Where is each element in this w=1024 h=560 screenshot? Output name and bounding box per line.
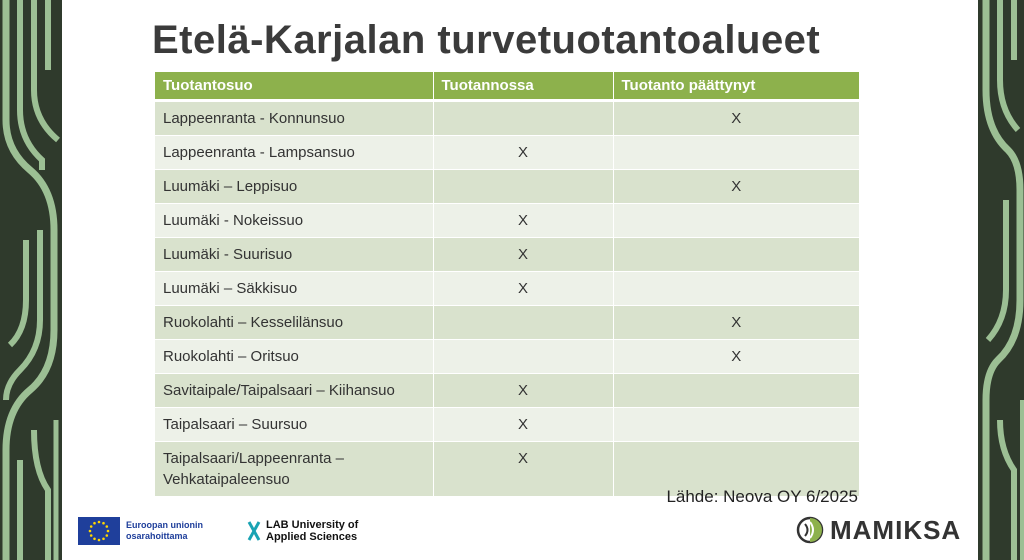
production-ended-cell: X [613, 306, 859, 340]
column-header-production-ended: Tuotanto päättynyt [613, 72, 859, 101]
left-stripe-pattern [0, 0, 62, 560]
table-row [155, 204, 859, 238]
site-name-cell: Lappeenranta - Lampsansuo [155, 136, 433, 170]
production-ended-cell: X [613, 340, 859, 374]
mamiksa-logo [796, 513, 961, 547]
lab-logo-line-1: LAB University of [266, 519, 359, 531]
site-name-cell: Taipalsaari/Lappeenranta – Vehkataipaleensuo [155, 442, 433, 497]
table-row [155, 340, 859, 374]
mamiksa-logo-icon [796, 516, 824, 544]
in-production-cell [433, 340, 613, 374]
column-header-in-production: Tuotannossa [433, 72, 613, 101]
in-production-cell [433, 101, 613, 136]
table-row [155, 374, 859, 408]
column-header-site: Tuotantosuo [155, 72, 433, 101]
lab-logo-line-2: Applied Sciences [266, 531, 358, 543]
eu-flag-icon [78, 517, 120, 545]
table-header-row [155, 72, 859, 101]
eu-logo-line-1: Euroopan unionin [126, 520, 203, 530]
eu-cofunding-logo [78, 516, 203, 546]
table-row [155, 136, 859, 170]
eu-logo-text [126, 520, 203, 542]
right-decoration [978, 0, 1024, 560]
table-row [155, 306, 859, 340]
site-name-cell: Luumäki – Leppisuo [155, 170, 433, 204]
production-ended-cell [613, 204, 859, 238]
slide-title: Etelä-Karjalan turvetuotantoalueet [152, 18, 821, 62]
in-production-cell: X [433, 238, 613, 272]
left-decoration [0, 0, 62, 560]
in-production-cell: X [433, 374, 613, 408]
right-stripe-pattern [978, 0, 1024, 560]
production-ended-cell: X [613, 101, 859, 136]
peat-production-table [155, 72, 859, 497]
production-ended-cell: X [613, 170, 859, 204]
source-note: Lähde: Neova OY 6/2025 [666, 487, 858, 506]
in-production-cell: X [433, 408, 613, 442]
table-row [155, 272, 859, 306]
mamiksa-logo-text: MAMIKSA [830, 514, 962, 545]
table-row [155, 408, 859, 442]
in-production-cell [433, 306, 613, 340]
site-name-cell: Luumäki - Suurisuo [155, 238, 433, 272]
production-ended-cell [613, 374, 859, 408]
lab-logo-text [266, 519, 358, 543]
table-row [155, 170, 859, 204]
site-name-cell: Luumäki – Säkkisuo [155, 272, 433, 306]
site-name-cell: Ruokolahti – Oritsuo [155, 340, 433, 374]
in-production-cell: X [433, 204, 613, 238]
site-name-cell: Taipalsaari – Suursuo [155, 408, 433, 442]
lab-university-logo [246, 516, 358, 546]
in-production-cell [433, 170, 613, 204]
in-production-cell: X [433, 272, 613, 306]
in-production-cell: X [433, 136, 613, 170]
eu-logo-line-2: osarahoittama [126, 531, 188, 541]
site-name-cell: Luumäki - Nokeissuo [155, 204, 433, 238]
production-ended-cell [613, 408, 859, 442]
table-row [155, 238, 859, 272]
site-name-cell: Lappeenranta - Konnunsuo [155, 101, 433, 136]
lab-logo-icon [246, 520, 262, 542]
site-name-cell: Ruokolahti – Kesselilänsuo [155, 306, 433, 340]
site-name-cell: Savitaipale/Taipalsaari – Kiihansuo [155, 374, 433, 408]
table-row [155, 101, 859, 136]
production-ended-cell [613, 238, 859, 272]
production-ended-cell [613, 136, 859, 170]
production-ended-cell [613, 272, 859, 306]
in-production-cell: X [433, 442, 613, 497]
